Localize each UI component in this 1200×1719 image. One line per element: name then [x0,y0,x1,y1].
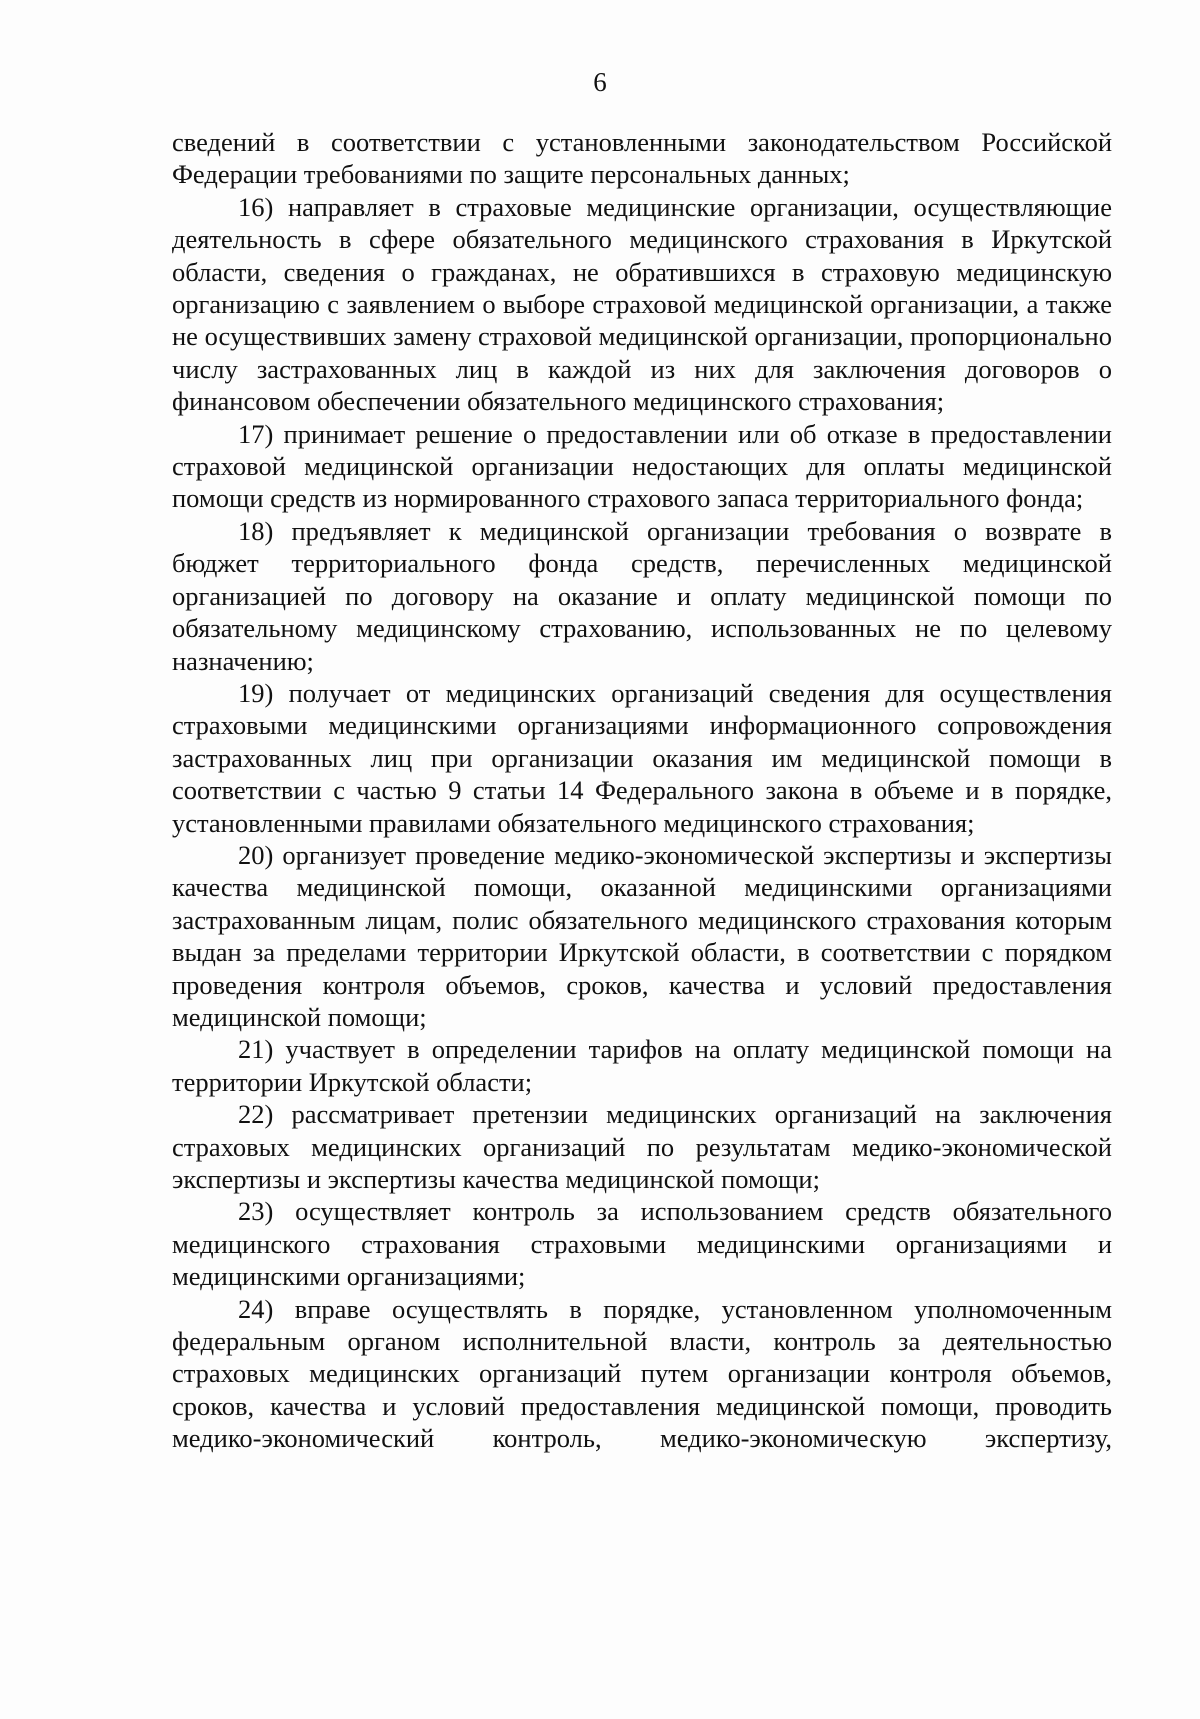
paragraph-item-24: 24) вправе осуществлять в порядке, установленном уполномоченным федеральным органом исполнительной власти, контроль за деятельностью страховых медицинских организаций путем организации контроля объемов, сроков, качества и условий предоставления медицинской помощи, проводить медико-экономический контроль, медико-экономическую экспертизу, [172,1293,1112,1454]
paragraph-continuation: сведений в соответствии с установленными законодательством Российской Федерации требованиями по защите персональных данных; [172,127,1112,190]
document-body [172,126,1112,1455]
paragraph-item-17: 17) принимает решение о предоставлении или об отказе в предоставлении страховой медицинской организации недостающих для оплаты медицинской помощи средств из нормированного страхового запаса территориального фонда; [172,418,1112,514]
paragraph-item-16: 16) направляет в страховые медицинские организации, осуществляющие деятельность в сфере обязательного медицинского страхования в Иркутской области, сведения о гражданах, не обратившихся в страховую медицинскую организацию с заявлением о выборе страховой медицинской организации, а также не осуществивших замену страховой медицинской организации, пропорционально числу застрахованных лиц в каждой из них для заключения договоров о финансовом обеспечении обязательного медицинского страхования; [172,191,1112,417]
paragraph-item-18: 18) предъявляет к медицинской организации требования о возврате в бюджет территориального фонда средств, перечисленных медицинской организацией по договору на оказание и оплату медицинской помощи по обязательному медицинскому страхованию, использованных не по целевому назначению; [172,515,1112,676]
paragraph-item-22: 22) рассматривает претензии медицинских организаций на заключения страховых медицинских организаций по результатам медико-экономической экспертизы и экспертизы качества медицинской помощи; [172,1099,1112,1194]
paragraph-item-19: 19) получает от медицинских организаций сведения для осуществления страховыми медицинскими организациями информационного сопровождения застрахованных лиц при организации оказания им медицинской помощи в соответствии с частью 9 статьи 14 Федерального закона в объеме и в порядке, установленными правилами обязательного медицинского страхования; [172,677,1112,838]
paragraph-item-21: 21) участвует в определении тарифов на оплату медицинской помощи на территории Иркутской области; [172,1034,1112,1097]
paragraph-item-23: 23) осуществляет контроль за использованием средств обязательного медицинского страхования страховыми медицинскими организациями и медицинскими организациями; [172,1196,1112,1292]
page-number: 6 [593,67,607,97]
paragraph-item-20: 20) организует проведение медико-экономической экспертизы и экспертизы качества медицинской помощи, оказанной медицинскими организациями застрахованным лицам, полис обязательного медицинского страхования которым выдан за пределами территории Иркутской области, в соответствии с порядком проведения контроля объемов, сроков, качества и условий предоставления медицинской помощи; [172,839,1112,1032]
